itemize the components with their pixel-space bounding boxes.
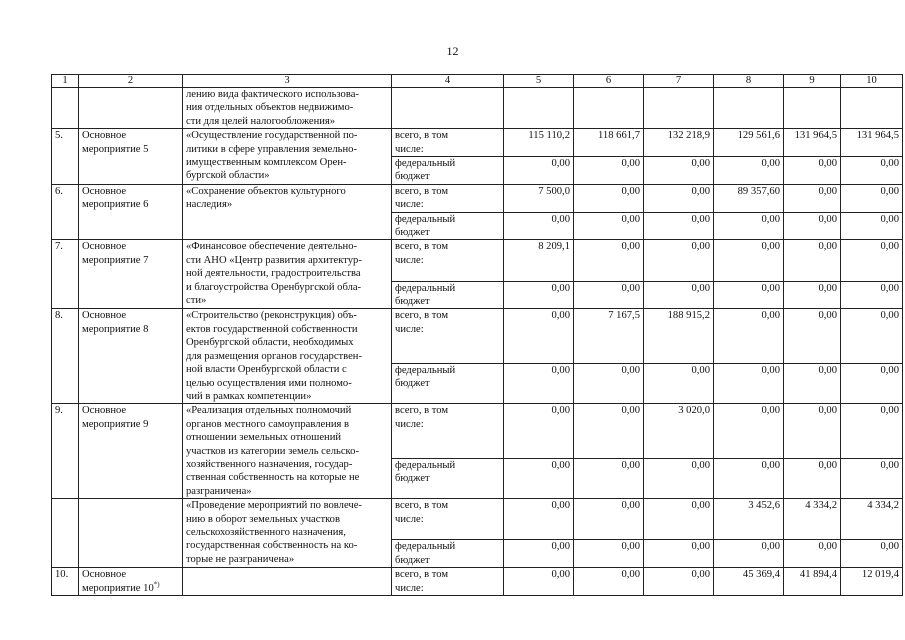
- cell-line: числе:: [395, 143, 424, 155]
- value-cell: 0,00: [504, 540, 574, 568]
- source-federal-cell: [392, 281, 504, 309]
- description-line: сти для целей налогообложения»: [186, 115, 336, 127]
- cell-line: мероприятие 9: [82, 418, 149, 430]
- value-cell: 0,00: [644, 458, 714, 498]
- cell-line: бюджет: [395, 473, 430, 485]
- value-cell: 0,00: [574, 499, 644, 540]
- value-cell: 7 500,0: [504, 184, 574, 212]
- value-cell: 0,00: [574, 212, 644, 240]
- cell-line: Основное: [82, 185, 127, 197]
- value-cell: 118 661,7: [574, 129, 644, 157]
- event-cell: [79, 568, 183, 596]
- value-cell: 0,00: [504, 309, 574, 364]
- cell-line: разграничена»: [186, 485, 252, 497]
- event-label: мероприятие 10: [82, 582, 154, 594]
- cell-line: всего, в том: [395, 310, 449, 322]
- cell-line: числе:: [395, 513, 424, 525]
- cell-line: бюджет: [395, 227, 430, 239]
- value-cell: 0,00: [841, 309, 903, 364]
- cell-line: бюджет: [395, 171, 430, 183]
- value-cell: 45 369,4: [714, 568, 784, 596]
- cell-line: сти»: [186, 295, 207, 307]
- value-cell: 0,00: [841, 540, 903, 568]
- cell-line: «Строительство (реконструкция) объ-: [186, 310, 357, 322]
- value-cell: 0,00: [574, 157, 644, 185]
- value-cell: 0,00: [714, 404, 784, 459]
- cell-line: ной власти Оренбургской области с: [186, 364, 347, 376]
- value-cell: 0,00: [714, 458, 784, 498]
- value-cell: 0,00: [784, 281, 841, 309]
- description-cell: [183, 499, 392, 568]
- value-cell: 0,00: [714, 309, 784, 364]
- header-cell: 5: [504, 75, 574, 88]
- row-number-cell: 9.: [52, 404, 79, 499]
- cell-line: «Финансовое обеспечение деятельно-: [186, 241, 358, 253]
- footnote-mark: *): [153, 580, 160, 589]
- event-cell: [79, 88, 183, 129]
- header-cell: 8: [714, 75, 784, 88]
- cell-line: для размещения органов государствен-: [186, 350, 363, 362]
- description-line: лению вида фактического использова-: [186, 89, 359, 100]
- cell-line: федеральный: [395, 213, 456, 225]
- cell-line: числе:: [395, 418, 424, 430]
- page-number: 12: [446, 44, 459, 58]
- value-cell: 0,00: [841, 240, 903, 281]
- cell-line: всего, в том: [395, 130, 449, 142]
- event-cell: [79, 129, 183, 185]
- cell-line: ной деятельности, градостроительства: [186, 268, 361, 280]
- header-cell: 7: [644, 75, 714, 88]
- description-cell: [183, 88, 392, 129]
- value-cell: 0,00: [841, 157, 903, 185]
- value-cell: 0,00: [574, 540, 644, 568]
- value-cell: 0,00: [644, 364, 714, 404]
- event-cell: [79, 184, 183, 240]
- value-cell: 0,00: [714, 364, 784, 404]
- cell-line: мероприятие 7: [82, 254, 149, 266]
- event-cell: [79, 404, 183, 499]
- cell-line: всего, в том: [395, 500, 449, 512]
- cell-line: государственная собственность на ко-: [186, 540, 358, 552]
- cell-line: бюджет: [395, 554, 430, 566]
- value-cell: 41 894,4: [784, 568, 841, 596]
- value-cell: 0,00: [504, 157, 574, 185]
- cell-line: числе:: [395, 254, 424, 266]
- value-cell: [841, 88, 903, 129]
- source-total-cell: [392, 184, 504, 212]
- cell-line: участков из категории земель сельско-: [186, 445, 359, 457]
- value-cell: 131 964,5: [784, 129, 841, 157]
- value-cell: 0,00: [574, 281, 644, 309]
- value-cell: 0,00: [504, 458, 574, 498]
- value-cell: 0,00: [574, 240, 644, 281]
- table-row: [52, 309, 903, 364]
- cell-line: числе:: [395, 323, 424, 335]
- cell-line: бюджет: [395, 296, 430, 308]
- value-cell: 0,00: [644, 568, 714, 596]
- table-row: [52, 404, 903, 459]
- header-cell: 6: [574, 75, 644, 88]
- cell-line: чий в рамках компетенции»: [186, 390, 312, 402]
- row-number-cell: 8.: [52, 309, 79, 404]
- cell-line: мероприятие 8: [82, 323, 149, 335]
- row-number-cell: 6.: [52, 184, 79, 240]
- value-cell: 0,00: [714, 157, 784, 185]
- value-cell: 12 019,4: [841, 568, 903, 596]
- value-cell: [574, 88, 644, 129]
- value-cell: 4 334,2: [841, 499, 903, 540]
- value-cell: 0,00: [644, 281, 714, 309]
- cell-line: Основное: [82, 241, 127, 253]
- value-cell: [784, 88, 841, 129]
- value-cell: 0,00: [644, 499, 714, 540]
- value-cell: 188 915,2: [644, 309, 714, 364]
- value-cell: 89 357,60: [714, 184, 784, 212]
- value-cell: 0,00: [841, 212, 903, 240]
- cell-line: Основное: [82, 569, 127, 581]
- value-cell: 3 452,6: [714, 499, 784, 540]
- value-cell: 0,00: [504, 499, 574, 540]
- cell-line: Оренбургской области, необходимых: [186, 337, 354, 349]
- value-cell: 0,00: [784, 364, 841, 404]
- cell-line: [82, 582, 179, 595]
- description-cell: [183, 309, 392, 404]
- cell-line: ственная собственность на которые не: [186, 472, 360, 484]
- value-cell: 132 218,9: [644, 129, 714, 157]
- continuation-row: [52, 88, 903, 129]
- value-cell: 0,00: [714, 240, 784, 281]
- value-cell: 7 167,5: [574, 309, 644, 364]
- cell-line: федеральный: [395, 365, 456, 377]
- value-cell: 0,00: [784, 540, 841, 568]
- value-cell: [644, 88, 714, 129]
- cell-line: мероприятие 6: [82, 199, 149, 211]
- value-cell: 0,00: [574, 568, 644, 596]
- source-total-cell: [392, 568, 504, 596]
- description-line: ния отдельных объектов недвижимо-: [186, 102, 354, 114]
- value-cell: 0,00: [504, 364, 574, 404]
- cell-line: федеральный: [395, 459, 456, 471]
- value-cell: 0,00: [644, 212, 714, 240]
- cell-line: федеральный: [395, 158, 456, 170]
- value-cell: 0,00: [574, 184, 644, 212]
- cell-line: хозяйственного назначения, государ-: [186, 458, 353, 470]
- cell-line: федеральный: [395, 541, 456, 553]
- cell-line: торые не разграничена»: [186, 553, 295, 565]
- source-federal-cell: [392, 157, 504, 185]
- row-number-cell: 5.: [52, 129, 79, 185]
- row-number-cell: 10.: [52, 568, 79, 596]
- cell-line: наследия»: [186, 199, 233, 211]
- value-cell: 0,00: [784, 240, 841, 281]
- value-cell: 0,00: [504, 568, 574, 596]
- source-cell: [392, 88, 504, 129]
- value-cell: 0,00: [841, 404, 903, 459]
- description-cell: [183, 404, 392, 499]
- value-cell: 0,00: [784, 212, 841, 240]
- header-cell: 3: [183, 75, 392, 88]
- value-cell: 131 964,5: [841, 129, 903, 157]
- source-total-cell: [392, 404, 504, 459]
- cell-line: целью осуществления ими полномо-: [186, 377, 352, 389]
- value-cell: 0,00: [644, 540, 714, 568]
- value-cell: 0,00: [784, 157, 841, 185]
- value-cell: 4 334,2: [784, 499, 841, 540]
- description-cell: [183, 184, 392, 240]
- cell-line: бюджет: [395, 378, 430, 390]
- source-federal-cell: [392, 212, 504, 240]
- value-cell: 0,00: [714, 540, 784, 568]
- value-cell: 0,00: [644, 184, 714, 212]
- value-cell: 0,00: [504, 281, 574, 309]
- table-row: [52, 499, 903, 540]
- value-cell: 0,00: [644, 240, 714, 281]
- cell-line: имущественным комплексом Орен-: [186, 157, 347, 169]
- cell-line: и благоустройства Оренбургской обла-: [186, 281, 362, 293]
- cell-line: отношении земельных отношений: [186, 432, 342, 444]
- funding-table: [51, 74, 903, 596]
- value-cell: 0,00: [714, 281, 784, 309]
- cell-line: «Реализация отдельных полномочий: [186, 405, 352, 417]
- description-cell: [183, 240, 392, 309]
- cell-line: числе:: [395, 582, 424, 594]
- table-row: [52, 568, 903, 596]
- cell-line: всего, в том: [395, 569, 449, 581]
- event-cell: [79, 309, 183, 404]
- cell-line: Основное: [82, 130, 127, 142]
- table-row: [52, 240, 903, 281]
- cell-line: нию в оборот земельных участков: [186, 513, 340, 525]
- header-cell: 9: [784, 75, 841, 88]
- cell-line: литики в сфере управления земельно-: [186, 143, 357, 155]
- source-federal-cell: [392, 540, 504, 568]
- value-cell: 0,00: [784, 184, 841, 212]
- cell-line: всего, в том: [395, 241, 449, 253]
- cell-line: всего, в том: [395, 185, 449, 197]
- header-cell: 2: [79, 75, 183, 88]
- source-federal-cell: [392, 458, 504, 498]
- source-total-cell: [392, 129, 504, 157]
- event-cell: [79, 240, 183, 309]
- header-cell: 1: [52, 75, 79, 88]
- value-cell: [714, 88, 784, 129]
- source-total-cell: [392, 499, 504, 540]
- header-row: [52, 75, 903, 88]
- header-cell: 10: [841, 75, 903, 88]
- cell-line: числе:: [395, 199, 424, 211]
- value-cell: 0,00: [574, 458, 644, 498]
- cell-line: ектов государственной собственности: [186, 323, 358, 335]
- description-cell: [183, 568, 392, 596]
- cell-line: сти АНО «Центр развития архитектур-: [186, 254, 362, 266]
- value-cell: 0,00: [504, 212, 574, 240]
- value-cell: 0,00: [574, 364, 644, 404]
- event-cell: [79, 499, 183, 568]
- value-cell: 0,00: [644, 157, 714, 185]
- cell-line: федеральный: [395, 282, 456, 294]
- value-cell: 0,00: [841, 184, 903, 212]
- value-cell: 115 110,2: [504, 129, 574, 157]
- value-cell: 0,00: [841, 281, 903, 309]
- header-cell: 4: [392, 75, 504, 88]
- cell-line: бургской области»: [186, 170, 270, 182]
- value-cell: 0,00: [841, 364, 903, 404]
- value-cell: 0,00: [784, 309, 841, 364]
- cell-line: «Сохранение объектов культурного: [186, 185, 346, 197]
- value-cell: 0,00: [574, 404, 644, 459]
- cell-line: Основное: [82, 310, 127, 322]
- value-cell: 0,00: [714, 212, 784, 240]
- table-row: [52, 129, 903, 157]
- cell-line: «Проведение мероприятий по вовлече-: [186, 500, 362, 512]
- cell-line: Основное: [82, 405, 127, 417]
- value-cell: [504, 88, 574, 129]
- cell-line: органов местного самоуправления в: [186, 418, 350, 430]
- cell-line: всего, в том: [395, 405, 449, 417]
- source-total-cell: [392, 309, 504, 364]
- description-cell: [183, 129, 392, 185]
- value-cell: 0,00: [504, 404, 574, 459]
- row-number-cell: [52, 88, 79, 129]
- value-cell: 3 020,0: [644, 404, 714, 459]
- value-cell: 8 209,1: [504, 240, 574, 281]
- value-cell: 129 561,6: [714, 129, 784, 157]
- row-number-cell: [52, 499, 79, 568]
- value-cell: 0,00: [784, 404, 841, 459]
- table-row: [52, 184, 903, 212]
- value-cell: 0,00: [784, 458, 841, 498]
- value-cell: 0,00: [841, 458, 903, 498]
- cell-line: мероприятие 5: [82, 143, 149, 155]
- cell-line: «Осуществление государственной по-: [186, 130, 358, 142]
- source-federal-cell: [392, 364, 504, 404]
- source-total-cell: [392, 240, 504, 281]
- row-number-cell: 7.: [52, 240, 79, 309]
- cell-line: сельскохозяйственного назначения,: [186, 526, 346, 538]
